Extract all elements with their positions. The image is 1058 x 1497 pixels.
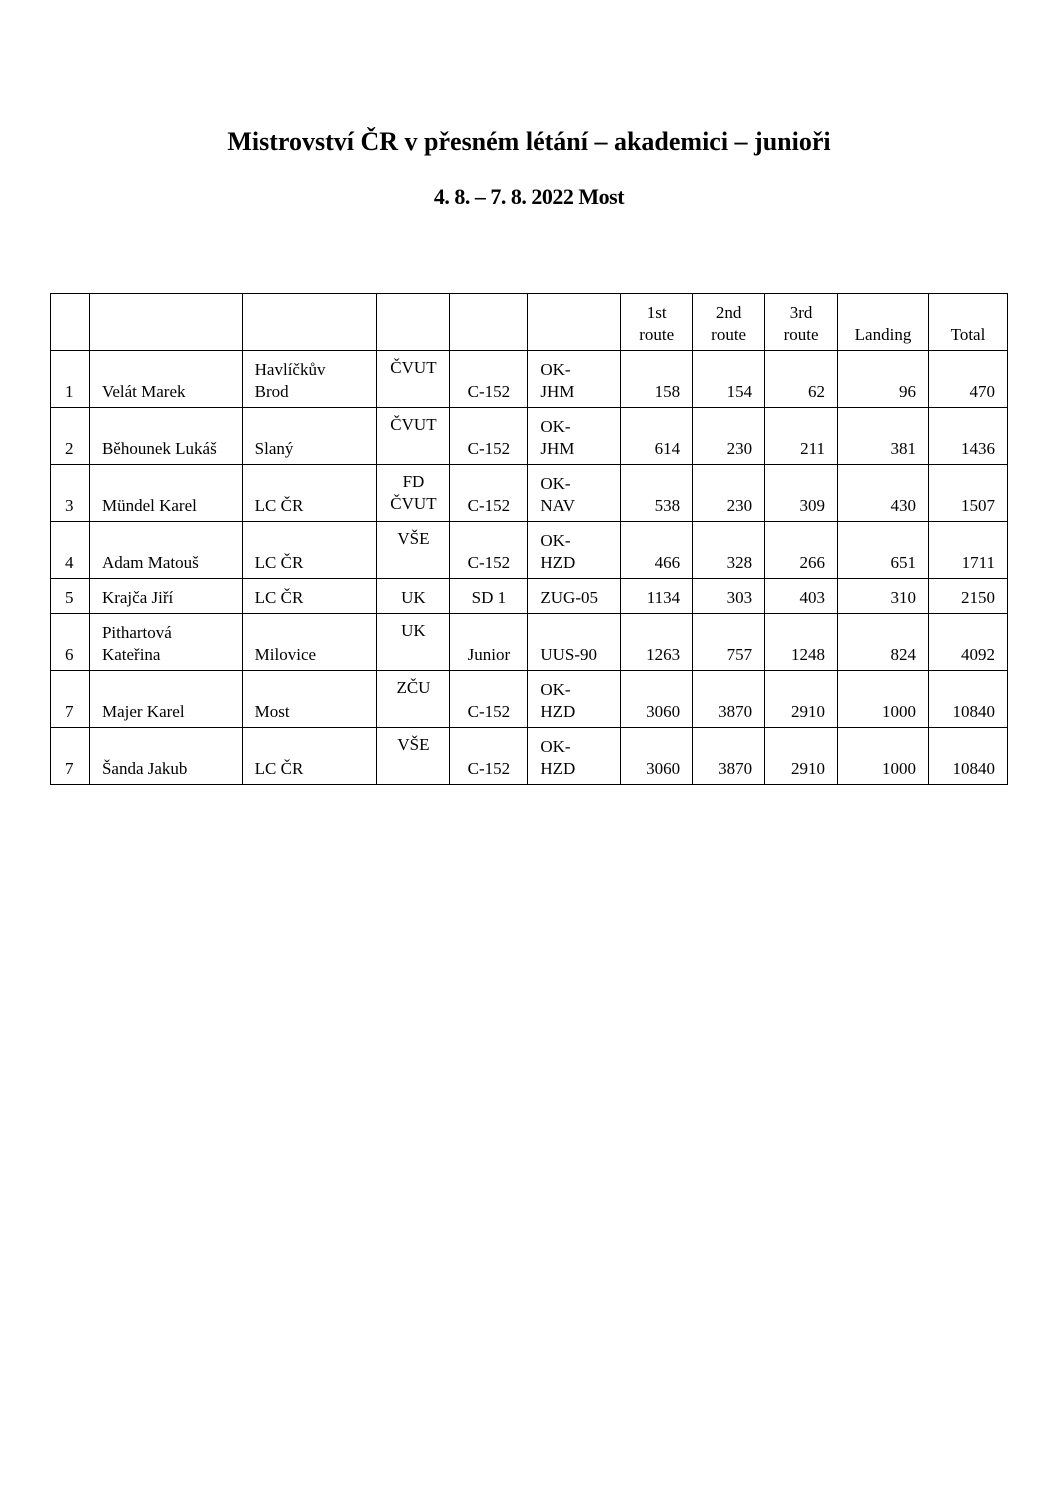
- cell-route1: 614: [621, 408, 693, 465]
- cell-city: Slaný: [242, 408, 377, 465]
- cell-name: Adam Matouš: [89, 522, 242, 579]
- cell-route3: 1248: [765, 614, 838, 671]
- cell-university: ČVUT: [377, 408, 450, 465]
- cell-route3: 2910: [765, 728, 838, 785]
- cell-city: Most: [242, 671, 377, 728]
- results-table: [50, 293, 1008, 785]
- cell-registration: ZUG-05: [528, 579, 621, 614]
- cell-registration: OK- JHM: [528, 351, 621, 408]
- cell-name: Velát Marek: [89, 351, 242, 408]
- header-cell-landing: Landing: [838, 294, 929, 351]
- cell-total: 4092: [928, 614, 1007, 671]
- cell-city: LC ČR: [242, 579, 377, 614]
- cell-university: UK: [377, 614, 450, 671]
- cell-route1: 466: [621, 522, 693, 579]
- table-row: [51, 728, 1008, 785]
- cell-total: 470: [928, 351, 1007, 408]
- header-cell-route2: 2nd route: [693, 294, 765, 351]
- cell-route1: 538: [621, 465, 693, 522]
- cell-aircraft: C-152: [450, 408, 528, 465]
- header-cell-registration: [528, 294, 621, 351]
- cell-total: 10840: [928, 728, 1007, 785]
- cell-registration: UUS-90: [528, 614, 621, 671]
- cell-rank: 4: [51, 522, 90, 579]
- cell-name: Mündel Karel: [89, 465, 242, 522]
- cell-rank: 1: [51, 351, 90, 408]
- cell-total: 10840: [928, 671, 1007, 728]
- cell-city: LC ČR: [242, 728, 377, 785]
- cell-route3: 403: [765, 579, 838, 614]
- table-row: [51, 465, 1008, 522]
- cell-aircraft: C-152: [450, 351, 528, 408]
- cell-landing: 651: [838, 522, 929, 579]
- cell-route3: 309: [765, 465, 838, 522]
- cell-route2: 303: [693, 579, 765, 614]
- document-subtitle: 4. 8. – 7. 8. 2022 Most: [433, 184, 625, 209]
- cell-aircraft: C-152: [450, 465, 528, 522]
- cell-total: 1711: [928, 522, 1007, 579]
- cell-university: ZČU: [377, 671, 450, 728]
- cell-name: Pithartová Kateřina: [89, 614, 242, 671]
- document-title: Mistrovství ČR v přesném létání – akademici – junioři: [227, 127, 831, 156]
- table-row: [51, 579, 1008, 614]
- cell-total: 2150: [928, 579, 1007, 614]
- cell-route1: 1134: [621, 579, 693, 614]
- cell-name: Krajča Jiří: [89, 579, 242, 614]
- header-cell-route3: 3rd route: [765, 294, 838, 351]
- table-row: [51, 351, 1008, 408]
- cell-rank: 3: [51, 465, 90, 522]
- cell-landing: 381: [838, 408, 929, 465]
- header-cell-total: Total: [928, 294, 1007, 351]
- cell-total: 1507: [928, 465, 1007, 522]
- cell-university: VŠE: [377, 728, 450, 785]
- cell-name: Běhounek Lukáš: [89, 408, 242, 465]
- cell-route3: 2910: [765, 671, 838, 728]
- cell-route3: 62: [765, 351, 838, 408]
- table-row: [51, 522, 1008, 579]
- cell-name: Majer Karel: [89, 671, 242, 728]
- cell-rank: 7: [51, 671, 90, 728]
- cell-route2: 328: [693, 522, 765, 579]
- cell-aircraft: C-152: [450, 728, 528, 785]
- cell-rank: 5: [51, 579, 90, 614]
- cell-route1: 1263: [621, 614, 693, 671]
- cell-aircraft: C-152: [450, 522, 528, 579]
- cell-route1: 3060: [621, 671, 693, 728]
- cell-landing: 96: [838, 351, 929, 408]
- cell-rank: 7: [51, 728, 90, 785]
- cell-landing: 1000: [838, 671, 929, 728]
- table-row: [51, 614, 1008, 671]
- cell-total: 1436: [928, 408, 1007, 465]
- cell-university: ČVUT: [377, 351, 450, 408]
- header-cell-route1: 1st route: [621, 294, 693, 351]
- cell-university: VŠE: [377, 522, 450, 579]
- cell-route3: 266: [765, 522, 838, 579]
- cell-city: LC ČR: [242, 465, 377, 522]
- cell-route3: 211: [765, 408, 838, 465]
- cell-aircraft: C-152: [450, 671, 528, 728]
- cell-route2: 3870: [693, 671, 765, 728]
- cell-route2: 3870: [693, 728, 765, 785]
- header-cell-university: [377, 294, 450, 351]
- cell-landing: 310: [838, 579, 929, 614]
- header-cell-rank: [51, 294, 90, 351]
- cell-university: UK: [377, 579, 450, 614]
- cell-rank: 6: [51, 614, 90, 671]
- cell-registration: OK- HZD: [528, 522, 621, 579]
- cell-registration: OK- HZD: [528, 728, 621, 785]
- cell-landing: 430: [838, 465, 929, 522]
- cell-route2: 757: [693, 614, 765, 671]
- cell-rank: 2: [51, 408, 90, 465]
- cell-aircraft: SD 1: [450, 579, 528, 614]
- cell-aircraft: Junior: [450, 614, 528, 671]
- cell-registration: OK- NAV: [528, 465, 621, 522]
- cell-route2: 154: [693, 351, 765, 408]
- cell-city: LC ČR: [242, 522, 377, 579]
- cell-landing: 824: [838, 614, 929, 671]
- header-row: [51, 294, 1008, 351]
- header-cell-name: [89, 294, 242, 351]
- table-row: [51, 671, 1008, 728]
- cell-university: FD ČVUT: [377, 465, 450, 522]
- header-cell-aircraft: [450, 294, 528, 351]
- cell-city: Havlíčkův Brod: [242, 351, 377, 408]
- cell-landing: 1000: [838, 728, 929, 785]
- cell-route2: 230: [693, 465, 765, 522]
- cell-city: Milovice: [242, 614, 377, 671]
- cell-route1: 3060: [621, 728, 693, 785]
- cell-registration: OK- HZD: [528, 671, 621, 728]
- header-cell-city: [242, 294, 377, 351]
- cell-registration: OK- JHM: [528, 408, 621, 465]
- cell-name: Šanda Jakub: [89, 728, 242, 785]
- cell-route1: 158: [621, 351, 693, 408]
- table-row: [51, 408, 1008, 465]
- cell-route2: 230: [693, 408, 765, 465]
